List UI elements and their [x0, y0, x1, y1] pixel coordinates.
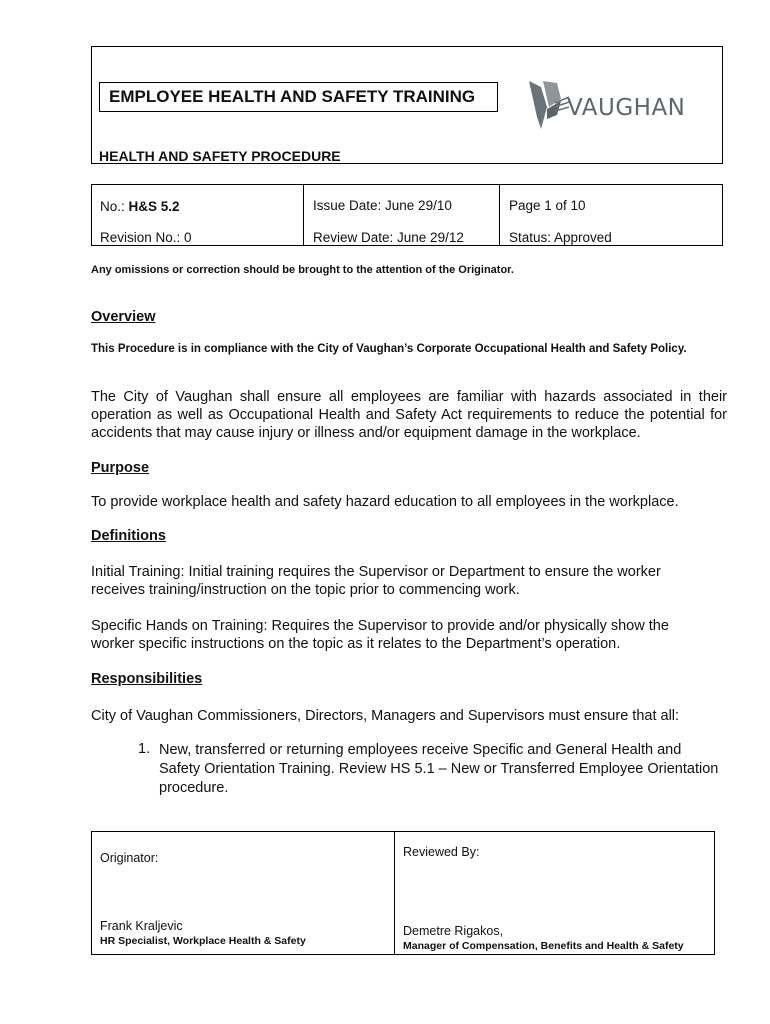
- overview-body: The City of Vaughan shall ensure all employees are familiar with hazards associated in their operation as well as Occupational Health and Safety Act requirements to reduce the potential for accidents that may cause injury or illness and/or equipment damage in the workplace.: [91, 389, 727, 441]
- vaughan-logo-icon: [527, 77, 707, 133]
- document-title: EMPLOYEE HEALTH AND SAFETY TRAINING: [99, 82, 498, 112]
- procedure-number: No.: H&S 5.2: [100, 199, 180, 214]
- originator-label: Originator:: [100, 851, 159, 865]
- definition-specific-hands-on: Specific Hands on Training: Requires the Supervisor to provide and/or physically show the worker specific instructions on the topic as it relates to the Department’s operation.: [91, 618, 669, 652]
- originator-title: HR Specialist, Workplace Health & Safety: [100, 935, 306, 947]
- originator-name: Frank Kraljevic: [100, 919, 183, 933]
- review-date: Review Date: June 29/12: [313, 230, 464, 245]
- page-indicator: Page 1 of 10: [509, 198, 586, 213]
- responsibilities-intro: City of Vaughan Commissioners, Directors, Managers and Supervisors must ensure that all:: [91, 708, 680, 724]
- responsibilities-heading: Responsibilities: [91, 671, 203, 687]
- omission-note: Any omissions or correction should be brought to the attention of the Originator.: [91, 264, 514, 276]
- reviewer-label: Reviewed By:: [403, 845, 480, 859]
- reviewer-title: Manager of Compensation, Benefits and Health & Safety: [403, 940, 684, 952]
- signature-table: [91, 831, 715, 955]
- issue-date: Issue Date: June 29/10: [313, 198, 452, 213]
- overview-heading: Overview: [91, 309, 156, 325]
- purpose-heading: Purpose: [91, 460, 150, 476]
- purpose-body: To provide workplace health and safety hazard education to all employees in the workplace.: [91, 494, 679, 510]
- logo-text: VAUGHAN: [567, 95, 686, 121]
- list-item: New, transferred or returning employees receive Specific and General Health and Safety Orientation Training. Review HS 5.1 – New or Transferred Employee Orientation procedure.: [159, 742, 719, 796]
- definition-initial-training: Initial Training: Initial training requires the Supervisor or Department to ensure the worker receives training/instruction on the topic prior to commencing work.: [91, 564, 661, 598]
- status-value: Status: Approved: [509, 230, 612, 245]
- definitions-heading: Definitions: [91, 528, 166, 544]
- procedure-label: HEALTH AND SAFETY PROCEDURE: [99, 148, 341, 164]
- vaughan-logo: [527, 77, 707, 133]
- compliance-statement: This Procedure is in compliance with the City of Vaughan’s Corporate Occupational Health and Safety Policy.: [91, 343, 687, 355]
- reviewer-name: Demetre Rigakos,: [403, 924, 504, 938]
- info-table: [91, 184, 723, 246]
- revision-number: Revision No.: 0: [100, 230, 192, 245]
- list-item-number: 1.: [138, 741, 151, 757]
